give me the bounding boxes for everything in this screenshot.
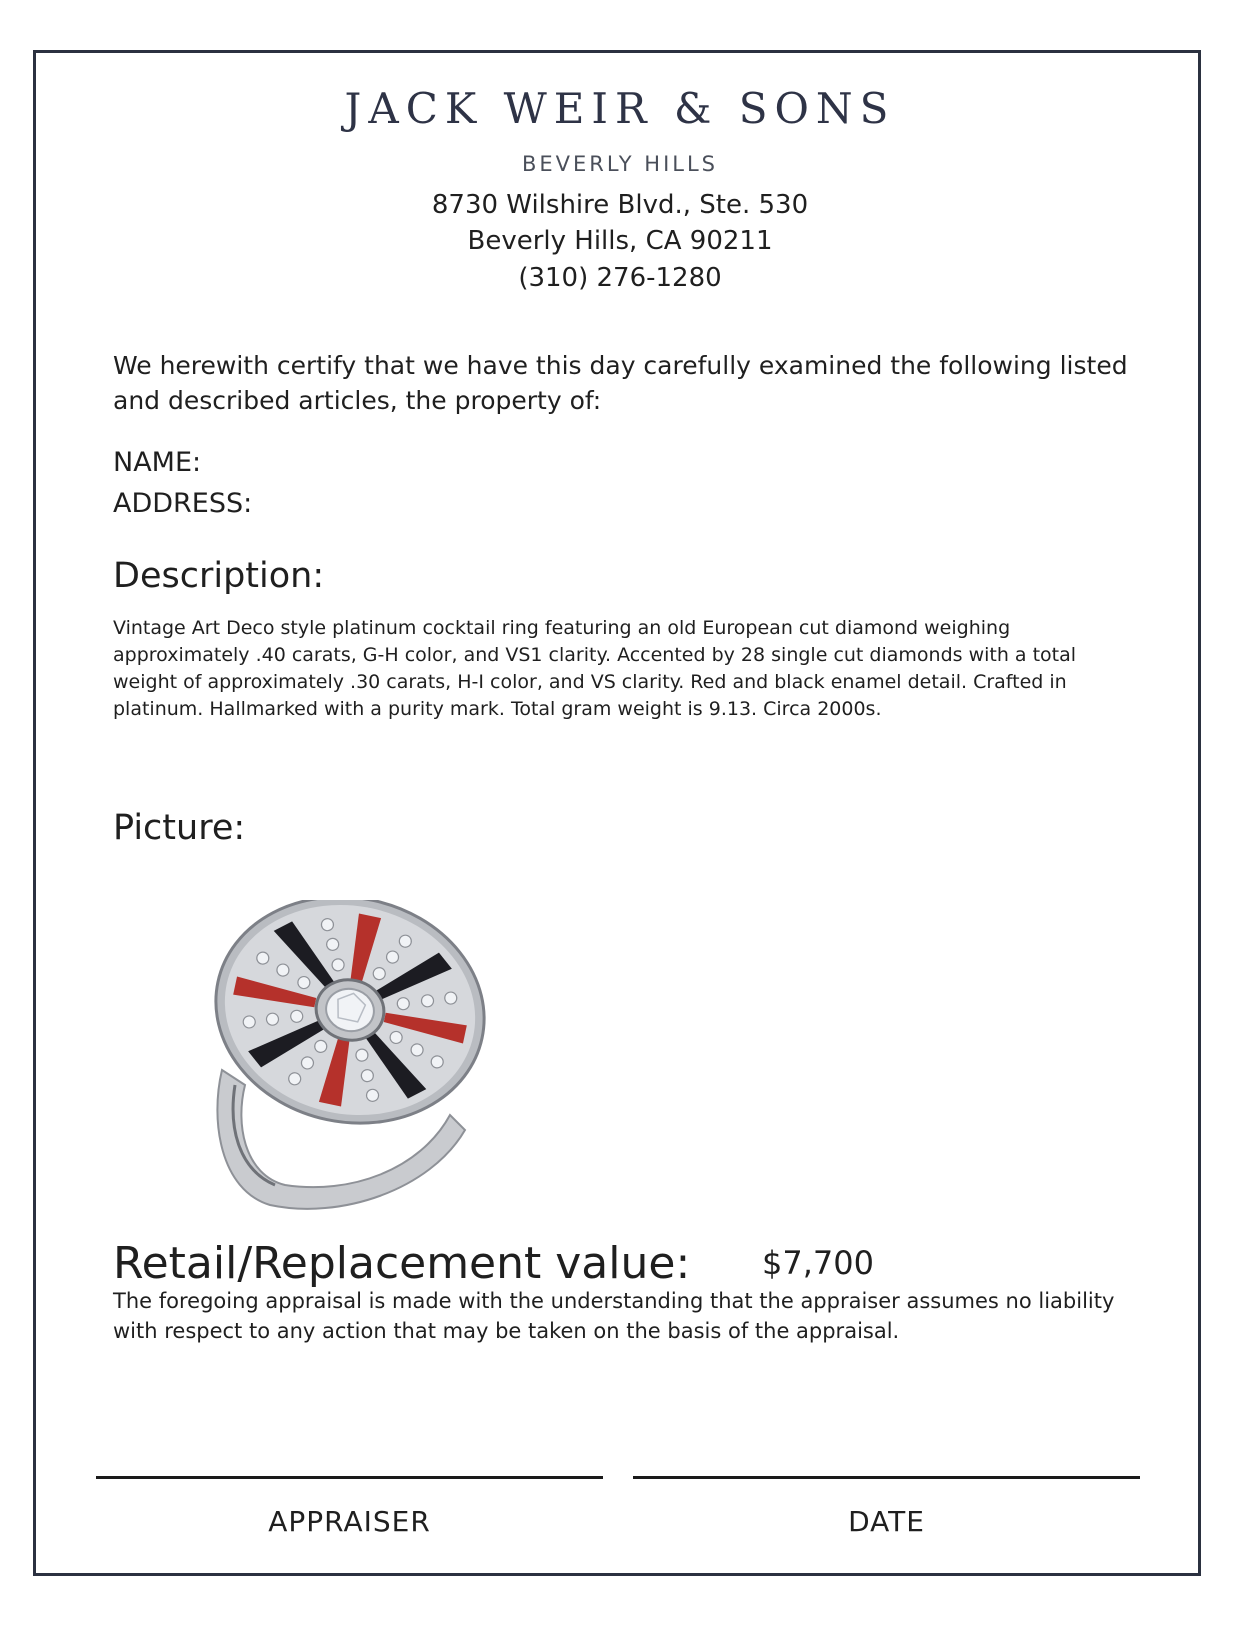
company-name: JACK WEIR & SONS	[344, 84, 896, 133]
valuation-amount: $7,700	[762, 1244, 874, 1282]
appraiser-label: APPRAISER	[268, 1505, 431, 1538]
certification-statement: We herewith certify that we have this day carefully examined the following listed and described articles, the property of:	[113, 351, 1128, 415]
address-line-2: Beverly Hills, CA 90211	[467, 226, 773, 256]
company-location: BEVERLY HILLS	[521, 152, 719, 176]
ring-head	[200, 900, 500, 1148]
ring-photo	[200, 900, 500, 1220]
ring-illustration	[200, 900, 500, 1220]
date-label: DATE	[848, 1505, 925, 1538]
appraiser-signature-line[interactable]	[96, 1476, 603, 1479]
date-signature-line[interactable]	[633, 1476, 1140, 1479]
description-heading: Description:	[113, 556, 325, 596]
picture-heading: Picture:	[113, 808, 246, 848]
address-label: ADDRESS:	[113, 488, 253, 519]
disclaimer-text: The foregoing appraisal is made with the understanding that the appraiser assumes no liability with respect to any action that may be taken on the basis of the appraisal.	[113, 1289, 1115, 1343]
phone-number: (310) 276-1280	[518, 263, 722, 293]
name-label: NAME:	[113, 447, 202, 478]
address-line-1: 8730 Wilshire Blvd., Ste. 530	[431, 190, 809, 220]
description-text: Vintage Art Deco style platinum cocktail ring featuring an old European cut diamond weighing approximately .40 carats, G-H color, and VS1 clarity. Accented by 28 single cut diamonds with a total weight of approximately .30 carats, H-I color, and VS clarity. Red and black enamel detail. Crafted in platinum. Hallmarked with a purity mark. Total gram weight is 9.13. Circa 2000s.	[113, 617, 1077, 720]
valuation-label: Retail/Replacement value:	[113, 1238, 691, 1289]
